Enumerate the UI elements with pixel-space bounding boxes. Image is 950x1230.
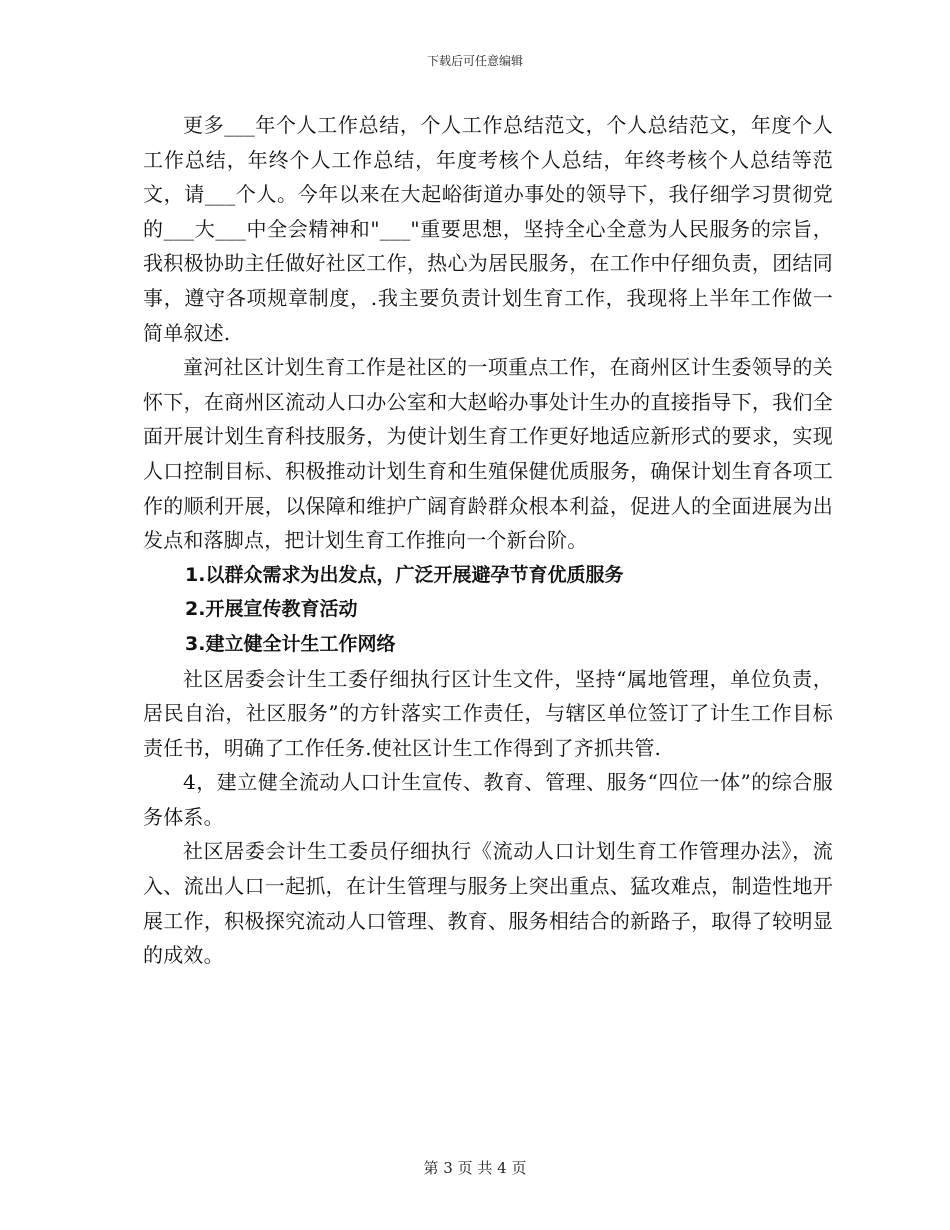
page-header: 下载后可任意编辑 [426,54,523,68]
document-body [143,108,833,973]
paragraph-network: 社区居委会计生工委仔细执行区计生文件，坚持“属地管理，单位负责，居民自治，社区服务”的方针落实工作责任，与辖区单位签订了计生工作目标责任书，明确了工作任务.使社区计生工作得到了齐抓共管. [143,666,833,760]
heading-1: 1.以群众需求为出发点，广泛开展避孕节育优质服务 [185,563,624,586]
heading-3: 3.建立健全计生工作网络 [185,632,396,655]
paragraph-intro: 更多___年个人工作总结，个人工作总结范文，个人总结范文，年度个人工作总结，年终个人工作总结，年度考核个人总结，年终考核个人总结等范文，请___个人。今年以来在大起峪街道办事处的领导下，我仔细学习贯彻党的___大___中全会精神和"___"重要思想，坚持全心全意为人民服务的宗旨，我积极协助主任做好社区工作，热心为居民服务，在工作中仔细负责，团结同事，遵守各项规章制度，.我主要负责计划生育工作，我现将上半年工作做一简单叙述. [143,113,833,345]
heading-2: 2.开展宣传教育活动 [185,598,358,621]
paragraph-tonghe-community: 童河社区计划生育工作是社区的一项重点工作，在商州区计生委领导的关怀下，在商州区流动人口办公室和大赵峪办事处计生办的直接指导下，我们全面开展计划生育科技服务，为使计划生育工作更好地适应新形式的要求，实现人口控制目标、积极推动计划生育和生殖保健优质服务，确保计划生育各项工作的顺利开展，以保障和维护广阔育龄群众根本利益，促进人的全面进展为出发点和落脚点，把计划生育工作推向一个新台阶。 [143,355,833,553]
page-number: 第 3 页 共 4 页 [423,1159,527,1177]
paragraph-floating-population: 社区居委会计生工委员仔细执行《流动人口计划生育工作管理办法》，流入、流出人口一起抓，在计生管理与服务上突出重点、猛攻难点，制造性地开展工作，积极探究流动人口管理、教育、服务相结合的新路子，取得了较明显的成效。 [143,839,833,968]
paragraph-item-4: 4，建立健全流动人口计生宣传、教育、管理、服务“四位一体”的综合服务体系。 [143,770,833,829]
